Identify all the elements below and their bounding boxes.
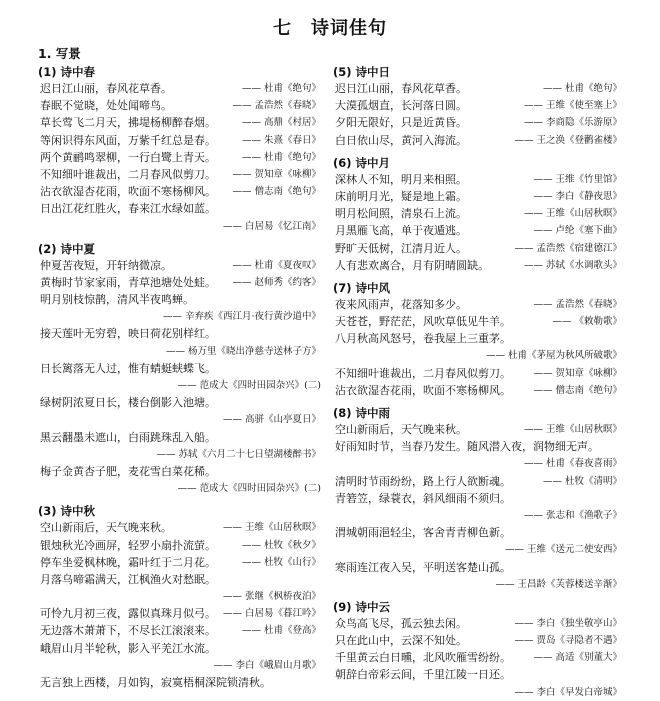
verse-text: 月黑雁飞高，单于夜遁逃。 [335,224,467,238]
verse-text: 等闲识得东风面，万紫千红总是春。 [40,133,216,147]
verse-text: 可怜九月初三夜，露似真珠月似弓。 [40,607,216,621]
verse-source: —— 杜甫《绝句》 [241,151,321,163]
verse-source: —— 苏轼《六月二十七日望湖楼醉书》 [156,448,321,460]
poem-line [38,274,321,291]
verse-source: —— 李白《早发白帝城》 [514,686,622,698]
verse-source: —— 张志和《渔歌子》 [523,509,622,521]
poem-line [38,605,321,622]
verse-text: 清明时节雨纷纷，路上行人欲断魂。 [335,474,511,488]
poem-line [38,519,321,536]
verse-text: 峨眉山月半轮秋，影入平羌江水流。 [40,641,216,655]
subsection-heading: (1) 诗中春 [38,65,96,79]
poem-line [38,411,321,428]
poem-line [38,218,321,235]
poem-line [38,325,321,342]
verse-source: —— 杨万里《晓出净慈寺送林子方》 [165,345,321,357]
verse-source: —— 王维《使至塞上》 [523,100,622,112]
verse-source: —— 苏轼《水调歌头》 [523,259,622,271]
right-column [333,64,622,701]
poem-line [333,666,622,683]
verse-text: 床前明月光，疑是地上霜。 [335,189,467,203]
poem-line [38,657,321,674]
poem-line [333,97,622,114]
page-title: 七 诗词佳句 [273,18,387,39]
subsection-heading: (8) 诗中雨 [333,406,391,420]
verse-text: 夕阳无限好，只是近黄昏。 [335,116,467,130]
verse-source: —— 高鼎《村居》 [241,117,321,129]
verse-source: —— 孟浩然《春晓》 [232,100,321,112]
poem-line [333,365,622,382]
verse-text: 迟日江山丽，春风花草香。 [335,82,467,95]
poem-line [38,97,321,114]
verse-text: 渭城朝雨浥轻尘，客舍青青柳色新。 [335,526,511,540]
verse-text: 大漠孤烟直，长河落日圆。 [335,99,467,113]
verse-text: 黄梅时节家家雨，青草池塘处处蛙。 [40,275,216,289]
verse-source: —— 赵师秀《约客》 [232,276,321,288]
poem-line [38,480,321,497]
poem-line [333,649,622,666]
verse-text: 仲夏苦夜短，开轩纳微凉。 [40,258,172,272]
poem-line [38,308,321,325]
poem-line [333,684,622,701]
subsection-heading: (3) 诗中秋 [38,504,96,519]
poem-line [38,571,321,588]
poem-line [38,674,321,691]
poem-line [38,429,321,446]
verse-source: —— 高适《别董大》 [533,652,622,664]
poem-line [38,446,321,463]
verse-text: 青箬笠，绿蓑衣，斜风细雨不须归。 [335,491,511,505]
subsection-heading: (9) 诗中云 [333,599,391,614]
poem-line [333,382,622,399]
poem-line [333,541,622,558]
verse-source: —— 李白《静夜思》 [533,190,622,202]
verse-text: 绿树阴浓夏日长，楼台倒影入池塘。 [40,396,216,410]
verse-source: —— 僧志南《绝句》 [533,384,622,396]
verse-source: —— 王之涣《登鹳雀楼》 [514,134,622,146]
verse-text: 春眠不觉晓，处处闻啼鸟。 [40,99,172,113]
poem-line [333,490,622,507]
verse-source: —— 杜牧《山行》 [241,556,321,568]
poem-line [38,537,321,554]
verse-source: —— 杜甫《夏夜叹》 [232,259,321,271]
verse-text: 无边落木萧萧下，不尽长江滚滚来。 [40,624,216,638]
section-heading: 1. 写景 [38,46,81,61]
subsection-heading: (2) 诗中夏 [38,241,96,256]
verse-source: —— 范成大《四时田园杂兴》(二) [177,483,321,495]
poem-line [333,576,622,593]
poem-line [333,473,622,490]
poem-line [333,438,622,455]
verse-text: 银烛秋光冷画屏，轻罗小扇扑流萤。 [40,538,216,552]
verse-text: 空山新雨后，天气晚来秋。 [40,521,172,535]
verse-source: —— 王维《竹里馆》 [533,173,622,185]
verse-text: 沾衣欲湿杏花雨，吹面不寒杨柳风。 [40,185,216,199]
poem-line [38,166,321,183]
poem-line [333,455,622,472]
verse-source: —— 杜牧《清明》 [542,475,622,487]
poem-line [333,615,622,632]
subsection-heading: (6) 诗中月 [333,155,391,170]
verse-text: 朝辞白帝彩云间，千里江陵一日还。 [335,668,511,682]
verse-source: —— 王维《送元二使安西》 [504,544,622,556]
verse-text: 梅子金黄杏子肥，麦花雪白菜花稀。 [40,464,216,478]
verse-source: —— 贾岛《寻隐者不遇》 [514,635,622,647]
poem-line [38,200,321,217]
verse-text: 天苍苍，野茫茫，风吹草低见牛羊。 [335,315,511,329]
verse-text: 草长莺飞二月天，拂堤杨柳醉春烟。 [40,116,216,130]
verse-text: 空山新雨后，天气晚来秋。 [335,423,467,436]
poem-line [333,559,622,576]
verse-source: —— 王维《山居秋暝》 [523,424,622,435]
poem-line [38,622,321,639]
verse-source: —— 王维《山居秋暝》 [523,208,622,220]
poem-line [38,394,321,411]
verse-source: —— 白居易《忆江南》 [222,220,321,232]
verse-source: —— 杜甫《绝句》 [542,83,622,94]
poem-line [333,313,622,330]
verse-source: —— 李商隐《乐游原》 [523,117,622,129]
poem-line [38,257,321,274]
left-column [38,64,321,691]
poem-line [38,183,321,200]
poem-line [333,330,622,347]
verse-source: —— 贺知章《咏柳》 [232,168,321,180]
poem-line [333,205,622,222]
poem-line [38,377,321,394]
poem-line [333,188,622,205]
poem-line [38,360,321,377]
verse-source: —— 孟浩然《春晓》 [533,298,622,310]
verse-source: —— 贺知章《咏柳》 [533,367,622,379]
poem-line [38,132,321,149]
verse-source: —— 辛弃疾《西江月·夜行黄沙道中》 [162,311,321,323]
verse-source: —— 李白《峨眉山月歌》 [213,659,321,671]
verse-source: —— 僧志南《绝句》 [232,186,321,198]
verse-text: 迟日江山丽，春风花草香。 [40,82,172,95]
verse-text: 日出江花红胜火，春来江水绿如蓝。 [40,202,216,216]
poem-line [333,421,622,438]
poem-line [333,507,622,524]
poem-line [38,343,321,360]
verse-source: —— 杜甫《绝句》 [241,83,321,94]
poem-line [333,132,622,149]
subsection-heading: (5) 诗中日 [333,65,391,79]
poem-line [333,524,622,541]
verse-text: 寒雨连江夜入吴，平明送客楚山孤。 [335,560,511,574]
verse-text: 日长篱落无人过，惟有蜻蜓蛱蝶飞。 [40,361,216,375]
poem-line [38,149,321,166]
verse-text: 夜来风雨声，花落知多少。 [335,297,467,311]
poem-line [38,114,321,131]
verse-source: —— 杜牧《秋夕》 [241,539,321,551]
poem-line [333,240,622,257]
verse-text: 黑云翻墨未遮山，白雨跳珠乱入船。 [40,430,216,444]
verse-source: —— 《敕勒歌》 [552,316,622,328]
verse-text: 野旷天低树，江清月近人。 [335,241,467,255]
verse-text: 月落乌啼霜满天，江枫渔火对愁眠。 [40,572,216,586]
verse-text: 千里黄云白日曛，北风吹雁雪纷纷。 [335,651,511,665]
verse-source: —— 白居易《暮江吟》 [222,608,321,620]
verse-text: 明月别枝惊鹊，清风半夜鸣蝉。 [40,293,194,307]
verse-source: —— 范成大《四时田园杂兴》(二) [177,380,321,391]
verse-source: —— 杜甫《茅屋为秋风所破歌》 [485,350,622,362]
verse-text: 八月秋高风怒号，卷我屋上三重茅。 [335,332,511,346]
verse-source: —— 高骈《山亭夏日》 [222,414,321,426]
verse-source: —— 李白《独坐敬亭山》 [514,617,622,629]
poem-line [333,347,622,364]
verse-text: 白日依山尽，黄河入海流。 [335,133,467,147]
verse-text: 沾衣欲湿杏花雨，吹面不寒杨柳风。 [335,383,511,397]
verse-text: 不知细叶谁裁出，二月春风似剪刀。 [335,366,511,380]
poem-line [333,222,622,239]
verse-text: 接天莲叶无穷碧，映日荷花别样红。 [40,327,216,341]
verse-text: 明月松间照，清泉石上流。 [335,207,467,221]
poem-line [38,588,321,605]
verse-text: 停车坐爱枫林晚，霜叶红于二月花。 [40,555,216,569]
verse-text: 众鸟高飞尽，孤云独去闲。 [335,616,467,630]
verse-text: 好雨知时节，当春乃发生。随风潜入夜，润物细无声。 [335,440,599,454]
verse-source: —— 张继《枫桥夜泊》 [222,591,321,603]
poem-line [333,632,622,649]
verse-text: 不知细叶谁裁出，二月春风似剪刀。 [40,167,216,181]
subsection-heading: (7) 诗中风 [333,280,391,295]
verse-text: 两个黄鹂鸣翠柳，一行白鹭上青天。 [40,150,216,164]
poem-line [38,554,321,571]
verse-text: 深林人不知，明月来相照。 [335,172,467,186]
poem-line [38,291,321,308]
poem-line [333,171,622,188]
verse-source: —— 孟浩然《宿建德江》 [514,242,622,254]
poem-line [333,296,622,313]
poem-line [333,80,622,97]
poem-line [38,80,321,97]
verse-text: 无言独上西楼，月如钩，寂寞梧桐深院锁清秋。 [40,676,271,689]
verse-source: —— 杜甫《春夜喜雨》 [523,458,622,470]
verse-source: —— 王维《山居秋暝》 [222,522,321,534]
verse-source: —— 朱熹《春日》 [241,134,321,146]
verse-text: 只在此山中，云深不知处。 [335,634,467,648]
poem-line [333,257,622,274]
verse-source: —— 杜甫《登高》 [241,625,321,637]
poem-line [38,463,321,480]
verse-text: 人有悲欢离合，月有阴晴圆缺。 [335,258,489,272]
poem-line [333,114,622,131]
verse-source: —— 王昌龄《芙蓉楼送辛渐》 [495,578,622,590]
poem-line [38,640,321,657]
verse-source: —— 卢纶《塞下曲》 [533,225,622,237]
